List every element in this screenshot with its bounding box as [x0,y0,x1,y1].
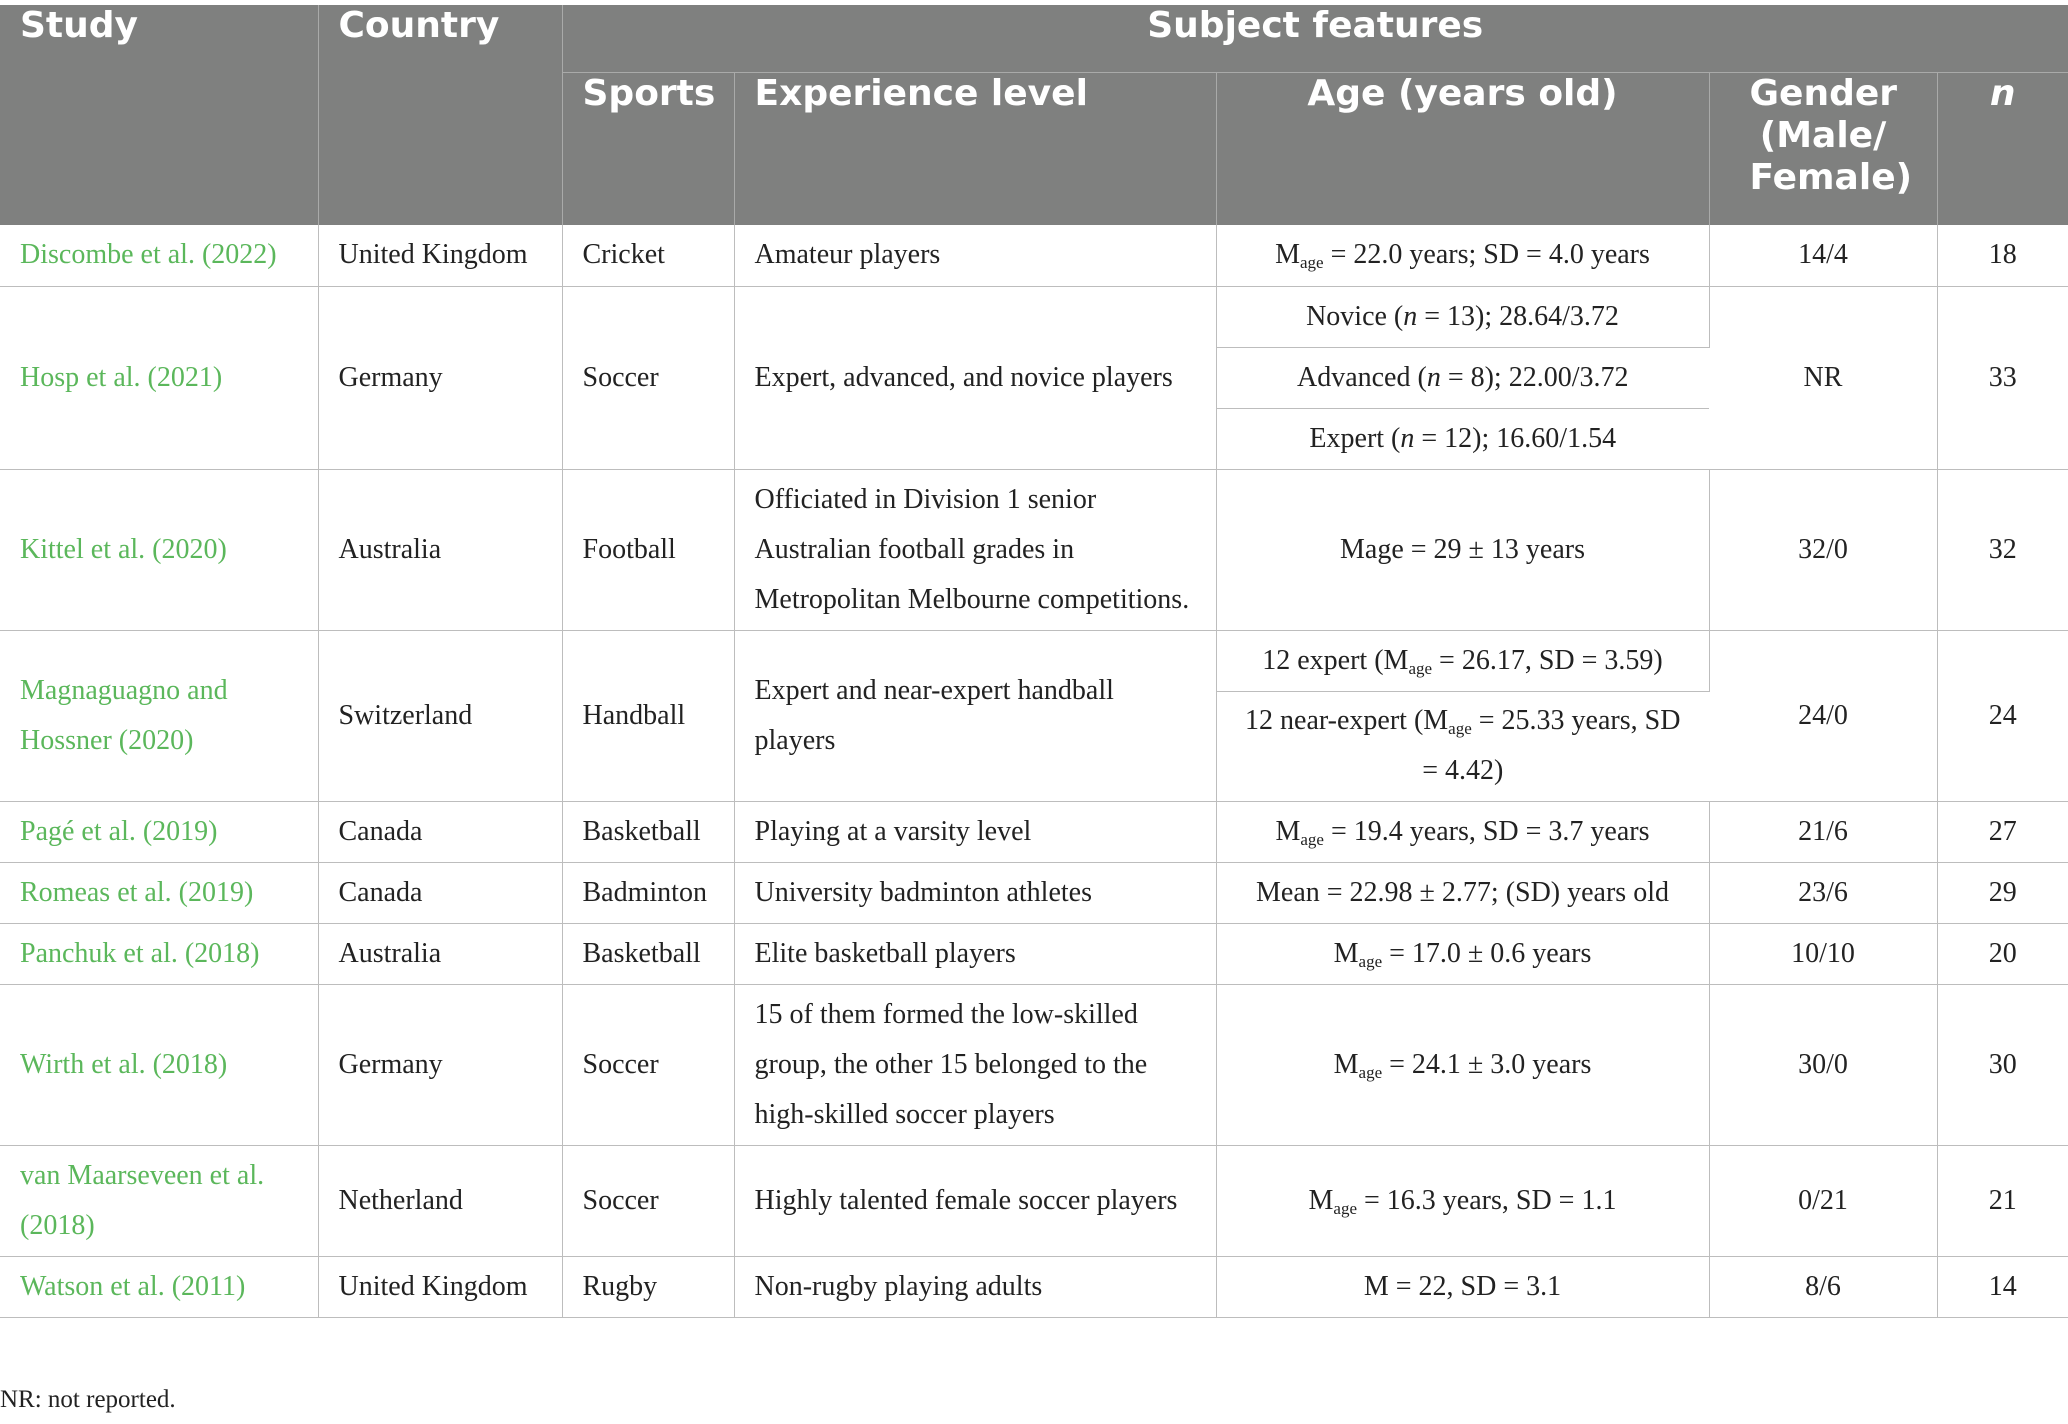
table-row [0,630,2068,691]
age-cell: M = 22, SD = 3.1 [1216,1256,1709,1317]
gender-cell: 30/0 [1709,984,1937,1145]
header-row-top [0,5,2068,72]
study-cell: Discombe et al. (2022) [0,225,318,286]
table-row [0,469,2068,630]
age-cell: $M_{age} = 22.0$ years; SD = 4.0 years [1216,225,1709,286]
gender-cell: 8/6 [1709,1256,1937,1317]
country-cell: Netherland [318,1145,562,1256]
age-cell: Novice (n = 13); 28.64/3.72 [1216,286,1709,347]
table-row [0,1145,2068,1256]
age-cell: Mage = 29 ± 13 years [1216,469,1709,630]
study-characteristics-table [0,5,2068,1318]
gender-cell: NR [1709,286,1937,469]
gender-cell: 32/0 [1709,469,1937,630]
n-cell: 14 [1937,1256,2068,1317]
study-cell: Panchuk et al. (2018) [0,923,318,984]
study-cell: Hosp et al. (2021) [0,286,318,469]
experience-cell: Expert, advanced, and novice players [734,286,1216,469]
country-cell: Germany [318,286,562,469]
study-cell: Romeas et al. (2019) [0,862,318,923]
study-cell: Pagé et al. (2019) [0,801,318,862]
header-gender: Gender (Male/ Female) [1709,72,1937,225]
study-cell: Kittel et al. (2020) [0,469,318,630]
experience-cell: University badminton athletes [734,862,1216,923]
gender-cell: 10/10 [1709,923,1937,984]
header-experience: Experience level [734,72,1216,225]
sports-cell: Basketball [562,923,734,984]
country-cell: Canada [318,862,562,923]
experience-cell: Elite basketball players [734,923,1216,984]
header-study: Study [0,5,318,225]
gender-cell: 24/0 [1709,630,1937,801]
sports-cell: Soccer [562,286,734,469]
gender-cell: 0/21 [1709,1145,1937,1256]
sports-cell: Soccer [562,984,734,1145]
header-sports: Sports [562,72,734,225]
table-row [0,225,2068,286]
age-cell: Mean = 22.98 ± 2.77; (SD) years old [1216,862,1709,923]
age-cell: 12 expert ($M_{age} = 26.17$, SD = 3.59) [1216,630,1709,691]
experience-cell: Highly talented female soccer players [734,1145,1216,1256]
country-cell: Australia [318,469,562,630]
age-cell: $M_{age} = 24.1 \pm 3.0$ years [1216,984,1709,1145]
n-cell: 24 [1937,630,2068,801]
gender-cell: 23/6 [1709,862,1937,923]
n-cell: 18 [1937,225,2068,286]
n-cell: 33 [1937,286,2068,469]
table-row [0,801,2068,862]
table-footnote: NR: not reported. [0,1386,176,1413]
age-cell: Advanced (n = 8); 22.00/3.72 [1216,347,1709,408]
age-cell: $M_{age} = 19.4$ years, SD = 3.7 years [1216,801,1709,862]
sports-cell: Badminton [562,862,734,923]
age-cell: $M_{age} = 16.3$ years, SD = 1.1 [1216,1145,1709,1256]
study-cell: van Maarseveen et al. (2018) [0,1145,318,1256]
country-cell: United Kingdom [318,225,562,286]
gender-cell: 21/6 [1709,801,1937,862]
country-cell: Canada [318,801,562,862]
experience-cell: 15 of them formed the low-skilled group, the other 15 belonged to the high-skilled soccer players [734,984,1216,1145]
country-cell: Switzerland [318,630,562,801]
sports-cell: Football [562,469,734,630]
sports-cell: Basketball [562,801,734,862]
n-cell: 29 [1937,862,2068,923]
header-n: n [1989,72,2016,114]
table-row [0,862,2068,923]
sports-cell: Rugby [562,1256,734,1317]
header-subject-features: Subject features [562,5,2068,72]
n-cell: 27 [1937,801,2068,862]
sports-cell: Soccer [562,1145,734,1256]
study-cell: Magnaguagno and Hossner (2020) [0,630,318,801]
table-row [0,1256,2068,1317]
country-cell: Australia [318,923,562,984]
experience-cell: Expert and near-expert handball players [734,630,1216,801]
header-country: Country [318,5,562,225]
age-cell: Expert (n = 12); 16.60/1.54 [1216,408,1709,469]
n-cell: 20 [1937,923,2068,984]
study-cell: Watson et al. (2011) [0,1256,318,1317]
sports-cell: Cricket [562,225,734,286]
age-cell: 12 near-expert ($M_{age} = 25.33$ years, SD = 4.42) [1216,691,1709,801]
experience-cell: Amateur players [734,225,1216,286]
country-cell: Germany [318,984,562,1145]
header-age: Age (years old) [1216,72,1709,225]
experience-cell: Officiated in Division 1 senior Australian football grades in Metropolitan Melbourne competitions. [734,469,1216,630]
sports-cell: Handball [562,630,734,801]
experience-cell: Non-rugby playing adults [734,1256,1216,1317]
n-cell: 30 [1937,984,2068,1145]
table-row [0,286,2068,347]
experience-cell: Playing at a varsity level [734,801,1216,862]
n-cell: 21 [1937,1145,2068,1256]
age-cell: $M_{age} = 17.0 \pm 0.6$ years [1216,923,1709,984]
n-cell: 32 [1937,469,2068,630]
table-row [0,923,2068,984]
table-row [0,984,2068,1145]
study-cell: Wirth et al. (2018) [0,984,318,1145]
country-cell: United Kingdom [318,1256,562,1317]
gender-cell: 14/4 [1709,225,1937,286]
